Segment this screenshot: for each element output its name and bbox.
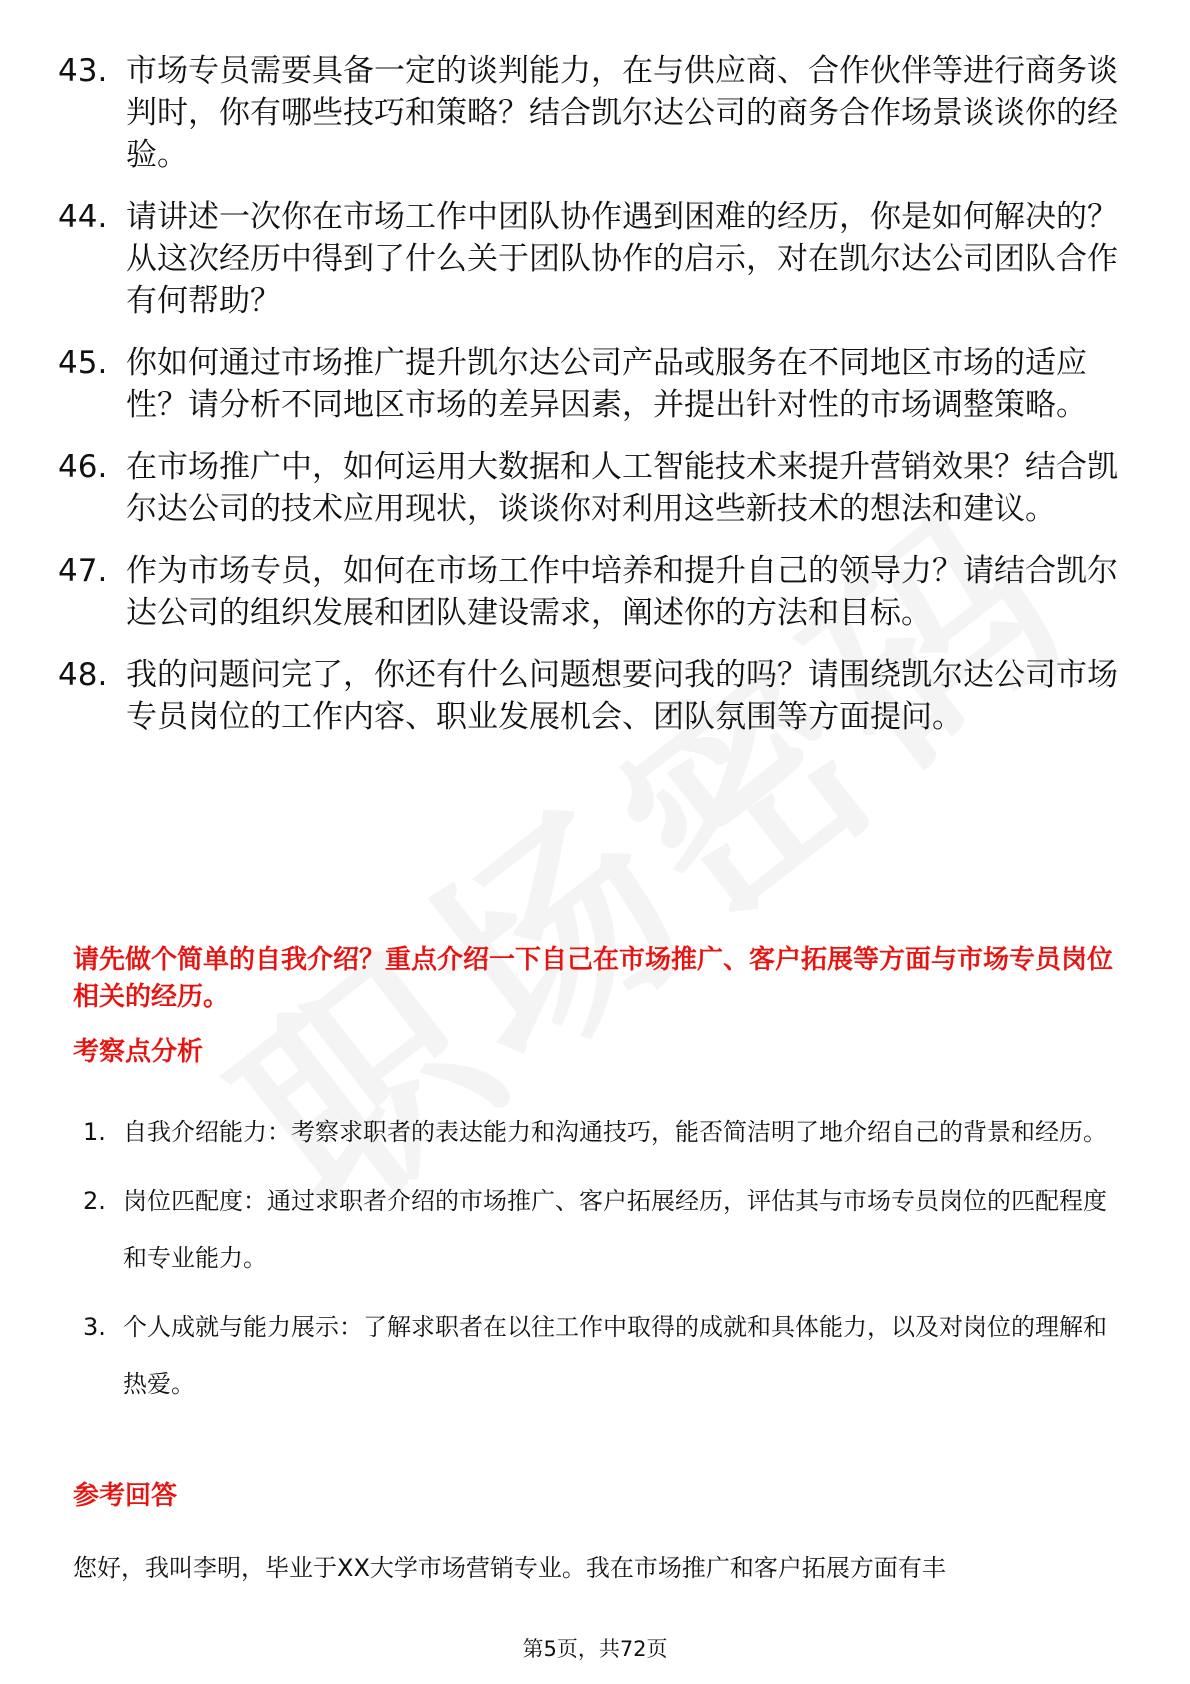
question-number: 45. xyxy=(58,345,108,381)
analysis-heading: 考察点分析 xyxy=(73,1037,204,1067)
analysis-number: 1. xyxy=(83,1118,106,1146)
analysis-text: 岗位匹配度：通过求职者介绍的市场推广、客户拓展经历，评估其与市场专员岗位的匹配程度和专业能力。 xyxy=(123,1187,1107,1272)
analysis-item xyxy=(83,1299,1123,1413)
question-text: 市场专员需要具备一定的谈判能力，在与供应商、合作伙伴等进行商务谈判时，你有哪些技巧和策略？结合凯尔达公司的商务合作场景谈谈你的经验。 xyxy=(126,53,1118,173)
analysis-text: 自我介绍能力：考察求职者的表达能力和沟通技巧，能否简洁明了地介绍自己的背景和经历。 xyxy=(123,1118,1107,1146)
question-number: 44. xyxy=(58,199,108,235)
question-text: 你如何通过市场推广提升凯尔达公司产品或服务在不同地区市场的适应性？请分析不同地区市场的差异因素，并提出针对性的市场调整策略。 xyxy=(126,345,1087,423)
answer-text: 您好，我叫李明，毕业于XX大学市场营销专业。我在市场推广和客户拓展方面有丰 xyxy=(73,1554,946,1582)
question-text: 我的问题问完了，你还有什么问题想要问我的吗？请围绕凯尔达公司市场专员岗位的工作内容、职业发展机会、团队氛围等方面提问。 xyxy=(126,657,1118,735)
question-number: 47. xyxy=(58,553,108,589)
question-item xyxy=(58,50,1118,176)
question-item xyxy=(58,196,1118,322)
question-number: 43. xyxy=(58,53,108,89)
question-item xyxy=(58,550,1118,634)
analysis-number: 2. xyxy=(83,1187,106,1215)
question-text: 作为市场专员，如何在市场工作中培养和提升自己的领导力？请结合凯尔达公司的组织发展和团队建设需求，阐述你的方法和目标。 xyxy=(126,553,1118,631)
analysis-item xyxy=(83,1104,1123,1161)
question-item xyxy=(58,446,1118,530)
question-text: 请讲述一次你在市场工作中团队协作遇到困难的经历，你是如何解决的？从这次经历中得到了什么关于团队协作的启示，对在凯尔达公司团队合作有何帮助？ xyxy=(126,199,1118,319)
page-footer: 第5页，共72页 xyxy=(522,1637,668,1661)
question-item xyxy=(58,654,1118,738)
question-number: 46. xyxy=(58,449,108,485)
analysis-list xyxy=(83,1104,1123,1425)
highlight-question: 请先做个简单的自我介绍？重点介绍一下自己在市场推广、客户拓展等方面与市场专员岗位相关的经历。 xyxy=(73,945,1114,1012)
question-list xyxy=(58,50,1118,758)
question-number: 48. xyxy=(58,657,108,693)
answer-heading: 参考回答 xyxy=(73,1481,178,1511)
analysis-item xyxy=(83,1173,1123,1287)
question-text: 在市场推广中，如何运用大数据和人工智能技术来提升营销效果？结合凯尔达公司的技术应用现状，谈谈你对利用这些新技术的想法和建议。 xyxy=(126,449,1118,527)
analysis-number: 3. xyxy=(83,1313,106,1341)
question-item xyxy=(58,342,1118,426)
analysis-text: 个人成就与能力展示：了解求职者在以往工作中取得的成就和具体能力，以及对岗位的理解和热爱。 xyxy=(123,1313,1107,1398)
